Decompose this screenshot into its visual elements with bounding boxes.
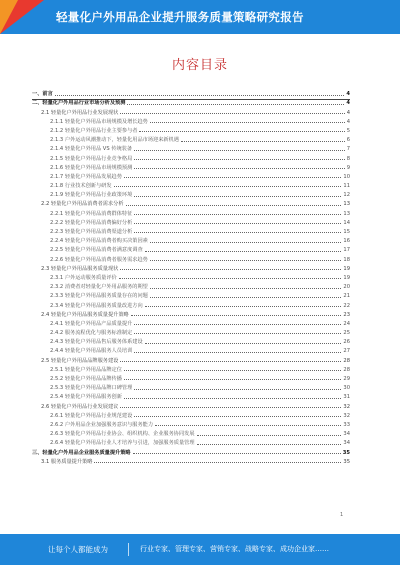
toc-entry-page: 23	[343, 311, 350, 318]
toc-leader-dots	[139, 131, 344, 132]
toc-entry-page: 31	[343, 394, 350, 401]
toc-leader-dots	[134, 333, 341, 334]
toc-entry-page: 32	[343, 403, 350, 410]
toc-entry-text: 3.1 服务质量提升策略	[41, 458, 93, 465]
toc-entry-page: 35	[342, 449, 350, 456]
toc-entry[interactable]	[32, 382, 350, 391]
toc-entry-text: 2.5.3 轻量化户外用品品牌口碑管理	[50, 385, 133, 392]
toc-entry-text: 2.2.3 轻量化户外用品消费渠道分析	[50, 229, 133, 235]
footer-tagline: 行业专家、管理专家、营销专家、战略专家、成功企业家……	[140, 545, 329, 553]
toc-leader-dots	[134, 223, 341, 224]
header-bar	[0, 0, 400, 34]
page-number: 1	[340, 512, 344, 518]
toc-leader-dots	[150, 260, 342, 261]
toc-leader-dots	[124, 177, 341, 178]
toc-entry[interactable]	[32, 217, 350, 226]
toc-entry-text: 2.1.9 轻量化户外用品行业政策环境	[50, 192, 133, 199]
toc-entry-text: 2.2.4 轻量化户外用品消费者购买决策因素	[50, 238, 148, 245]
toc-entry[interactable]	[32, 437, 350, 446]
toc-entry-page: 30	[343, 385, 350, 392]
toc-entry-page: 14	[343, 219, 350, 226]
toc-entry-page: 28	[343, 366, 350, 373]
toc-entry-page: 11	[343, 183, 350, 190]
toc-entry[interactable]	[32, 125, 350, 134]
toc-entry[interactable]	[32, 152, 350, 161]
toc-entry-page: 35	[343, 458, 350, 465]
toc-entry-page: 34	[343, 440, 350, 447]
toc-entry[interactable]	[32, 207, 350, 216]
toc-entry-text: 2.1.2 轻量化户外用品行业主要参与者	[50, 127, 138, 134]
toc-entry-text: 2.4 轻量化户外用品服务质量提升策略	[41, 311, 129, 318]
toc-entry-page: 25	[343, 330, 350, 337]
toc-entry-page: 13	[343, 210, 350, 217]
toc-entry-text: 2.1.3 户外运动风潮推动下，轻量化用品市场迎来新机遇	[50, 137, 179, 144]
toc-leader-dots	[124, 370, 341, 371]
toc-entry[interactable]	[32, 456, 350, 465]
toc-entry-text: 2.3.1 户外运动服务质量评价	[50, 274, 117, 281]
toc-entry-page: 17	[343, 247, 350, 254]
toc-leader-dots	[150, 242, 342, 243]
toc-entry[interactable]	[32, 180, 350, 189]
toc-leader-dots	[133, 453, 341, 454]
table-of-contents	[32, 88, 350, 465]
toc-leader-dots	[120, 407, 341, 408]
toc-entry-page: 32	[343, 412, 350, 419]
toc-entry-text: 2.6.3 轻量化户外用品行业协会、组织机构、企业服务协同发展	[50, 431, 195, 438]
footer-divider	[128, 543, 129, 556]
toc-entry-page: 4	[346, 100, 350, 107]
toc-leader-dots	[145, 343, 342, 344]
toc-entry[interactable]	[32, 263, 350, 272]
toc-entry[interactable]	[32, 162, 350, 171]
toc-entry-page: 20	[343, 284, 350, 291]
toc-leader-dots	[134, 150, 345, 151]
toc-entry-text: 2.3 轻量化户外用品服务质量现状	[41, 265, 119, 272]
toc-leader-dots	[124, 398, 341, 399]
toc-leader-dots	[134, 159, 344, 160]
toc-entry-text: 2.4.1 轻量化户外用品产品质量提升	[50, 320, 133, 327]
toc-entry-page: 22	[343, 302, 350, 309]
toc-entry-text: 2.4.4 轻量化户外用品服务人员培训	[50, 348, 133, 355]
toc-entry[interactable]	[32, 373, 350, 382]
toc-entry-page: 33	[343, 421, 350, 428]
toc-entry-page: 12	[343, 192, 350, 199]
toc-entry-text: 2.3.3 轻量化户外用品服务质量存在的问题	[50, 293, 148, 300]
toc-leader-dots	[131, 315, 342, 316]
toc-leader-dots	[150, 297, 342, 298]
toc-entry-page: 10	[343, 173, 350, 180]
toc-entry[interactable]	[32, 364, 350, 373]
toc-entry-text: 2.6.2 户外用品企业加强服务意识与服务能力	[50, 421, 154, 428]
toc-entry[interactable]	[32, 290, 350, 299]
toc-entry-text: 一、前言	[32, 91, 53, 98]
toc-entry-text: 2.2 轻量化户外用品消费者需求分析	[41, 201, 124, 208]
toc-entry-text: 2.1.8 行业技术创新与研发	[50, 183, 112, 190]
toc-leader-dots	[120, 361, 341, 362]
toc-leader-dots	[134, 389, 341, 390]
toc-entry-text: 2.2.1 轻量化户外用品消费群体特征	[50, 210, 133, 217]
toc-leader-dots	[55, 95, 345, 96]
toc-entry-page: 19	[343, 274, 350, 281]
toc-entry[interactable]	[32, 281, 350, 290]
toc-entry-text: 2.1.7 轻量化户外用品发展趋势	[50, 173, 122, 180]
toc-entry[interactable]	[32, 134, 350, 143]
toc-entry-text: 2.2.5 轻量化户外用品消费者满意度调查	[50, 247, 143, 254]
toc-entry-text: 二、轻量化户外用品行业市场分析及预测	[32, 100, 126, 107]
toc-entry-page: 15	[343, 229, 350, 235]
toc-entry[interactable]	[32, 299, 350, 308]
toc-entry-page: 29	[343, 376, 350, 382]
toc-entry[interactable]	[32, 235, 350, 244]
toc-entry-page: 16	[343, 238, 350, 245]
toc-leader-dots	[124, 379, 341, 380]
toc-entry[interactable]	[32, 143, 350, 152]
toc-entry-text: 2.5 轻量化户外用品品牌服务建设	[41, 357, 119, 364]
toc-entry-text: 2.5.1 轻量化户外用品品牌定位	[50, 366, 122, 373]
toc-leader-dots	[119, 278, 342, 279]
toc-entry-page: 7	[346, 146, 350, 153]
toc-entry-text: 三、轻量化户外用品企业服务质量提升策略	[32, 449, 131, 456]
toc-entry-text: 2.2.6 轻量化户外用品消费者服务需求趋势	[50, 256, 148, 263]
toc-entry-page: 18	[343, 256, 350, 263]
toc-entry-text: 2.6.4 轻量化户外用品行业人才培养与引进，加强服务质量管理	[50, 440, 195, 447]
toc-entry-text: 2.1.5 轻量化户外用品行业竞争格局	[50, 155, 133, 162]
toc-leader-dots	[120, 113, 344, 114]
toc-entry-text: 2.2.2 轻量化户外用品消费偏好分析	[50, 219, 133, 226]
toc-entry-text: 2.3.4 轻量化户外用品服务质量改进方向	[50, 302, 143, 309]
toc-entry-page: 4	[346, 91, 350, 98]
toc-entry[interactable]	[32, 171, 350, 180]
toc-leader-dots	[150, 122, 345, 123]
toc-leader-dots	[197, 435, 342, 436]
toc-entry[interactable]	[32, 244, 350, 253]
toc-entry[interactable]	[32, 318, 350, 327]
toc-entry-text: 2.5.2 轻量化户外用品品牌传播	[50, 376, 122, 382]
toc-entry[interactable]	[32, 198, 350, 207]
toc-entry-page: 9	[346, 164, 350, 171]
toc-entry-text: 2.1.4 轻量化户外用品 VS 传统装备	[50, 146, 133, 153]
header-accent-orange	[0, 0, 18, 34]
toc-entry-page: 24	[343, 320, 350, 327]
toc-entry[interactable]	[32, 354, 350, 363]
toc-leader-dots	[134, 324, 341, 325]
toc-entry[interactable]	[32, 309, 350, 318]
toc-entry[interactable]	[32, 327, 350, 336]
toc-leader-dots	[181, 141, 345, 142]
toc-entry-text: 2.5.4 轻量化户外用品服务创新	[50, 394, 122, 401]
toc-leader-dots	[134, 168, 344, 169]
toc-leader-dots	[145, 306, 342, 307]
toc-leader-dots	[126, 205, 342, 206]
footer-slogan: 让每个人都能成为	[48, 545, 108, 554]
toc-entry-text: 2.4.2 服务流程优化与服务标准制定	[50, 330, 133, 337]
toc-leader-dots	[197, 444, 342, 445]
toc-entry[interactable]	[32, 345, 350, 354]
toc-entry[interactable]	[32, 400, 350, 409]
toc-leader-dots	[120, 269, 341, 270]
document-title: 轻量化户外用品企业提升服务质量策略研究报告	[56, 10, 304, 24]
toc-entry-page: 28	[343, 357, 350, 364]
toc-leader-dots	[145, 251, 342, 252]
toc-entry[interactable]	[32, 106, 350, 115]
toc-entry-text: 2.3.2 消费者对轻量化户外用品服务的期望	[50, 284, 148, 291]
toc-entry-page: 5	[346, 127, 350, 134]
toc-entry-text: 2.4.3 轻量化户外用品售后服务体系建设	[50, 339, 143, 346]
toc-entry-page: 19	[343, 265, 350, 272]
toc-entry-page: 4	[346, 109, 350, 116]
toc-entry[interactable]	[32, 253, 350, 262]
toc-entry[interactable]	[32, 226, 350, 235]
toc-entry-page: 6	[346, 137, 350, 144]
toc-heading: 内容目录	[171, 58, 228, 73]
toc-entry[interactable]	[32, 410, 350, 419]
toc-entry[interactable]	[32, 116, 350, 125]
toc-leader-dots	[134, 214, 341, 215]
toc-entry[interactable]	[32, 419, 350, 428]
toc-entry-page: 4	[346, 118, 350, 125]
toc-leader-dots	[94, 462, 341, 463]
toc-entry[interactable]	[32, 336, 350, 345]
toc-entry[interactable]	[32, 189, 350, 198]
toc-entry-text: 2.6.1 轻量化户外用品行业规范建设	[50, 412, 133, 419]
toc-entry-text: 2.1.1 轻量化户外用品市场规模及增长趋势	[50, 118, 148, 125]
toc-entry-page: 8	[346, 155, 350, 162]
toc-entry[interactable]	[32, 391, 350, 400]
toc-entry-text: 2.6 轻量化户外用品行业发展建议	[41, 403, 119, 410]
toc-entry-text: 2.1.6 轻量化户外用品市场规模预测	[50, 164, 133, 171]
toc-entry[interactable]	[32, 97, 350, 106]
toc-entry[interactable]	[32, 446, 350, 455]
toc-entry[interactable]	[32, 272, 350, 281]
toc-leader-dots	[114, 186, 342, 187]
toc-entry-page: 13	[343, 201, 350, 208]
footer-bar	[0, 534, 400, 565]
toc-leader-dots	[134, 416, 341, 417]
toc-leader-dots	[127, 104, 344, 105]
toc-leader-dots	[134, 196, 341, 197]
toc-entry[interactable]	[32, 88, 350, 97]
toc-leader-dots	[134, 232, 341, 233]
toc-entry-page: 26	[343, 339, 350, 346]
toc-entry-page: 27	[343, 348, 350, 355]
toc-leader-dots	[155, 425, 341, 426]
toc-entry-page: 21	[343, 293, 350, 300]
toc-entry-page: 34	[343, 431, 350, 438]
toc-leader-dots	[150, 288, 342, 289]
toc-leader-dots	[134, 352, 341, 353]
toc-entry-text: 2.1 轻量化户外用品行业发展现状	[41, 109, 119, 116]
toc-entry[interactable]	[32, 428, 350, 437]
